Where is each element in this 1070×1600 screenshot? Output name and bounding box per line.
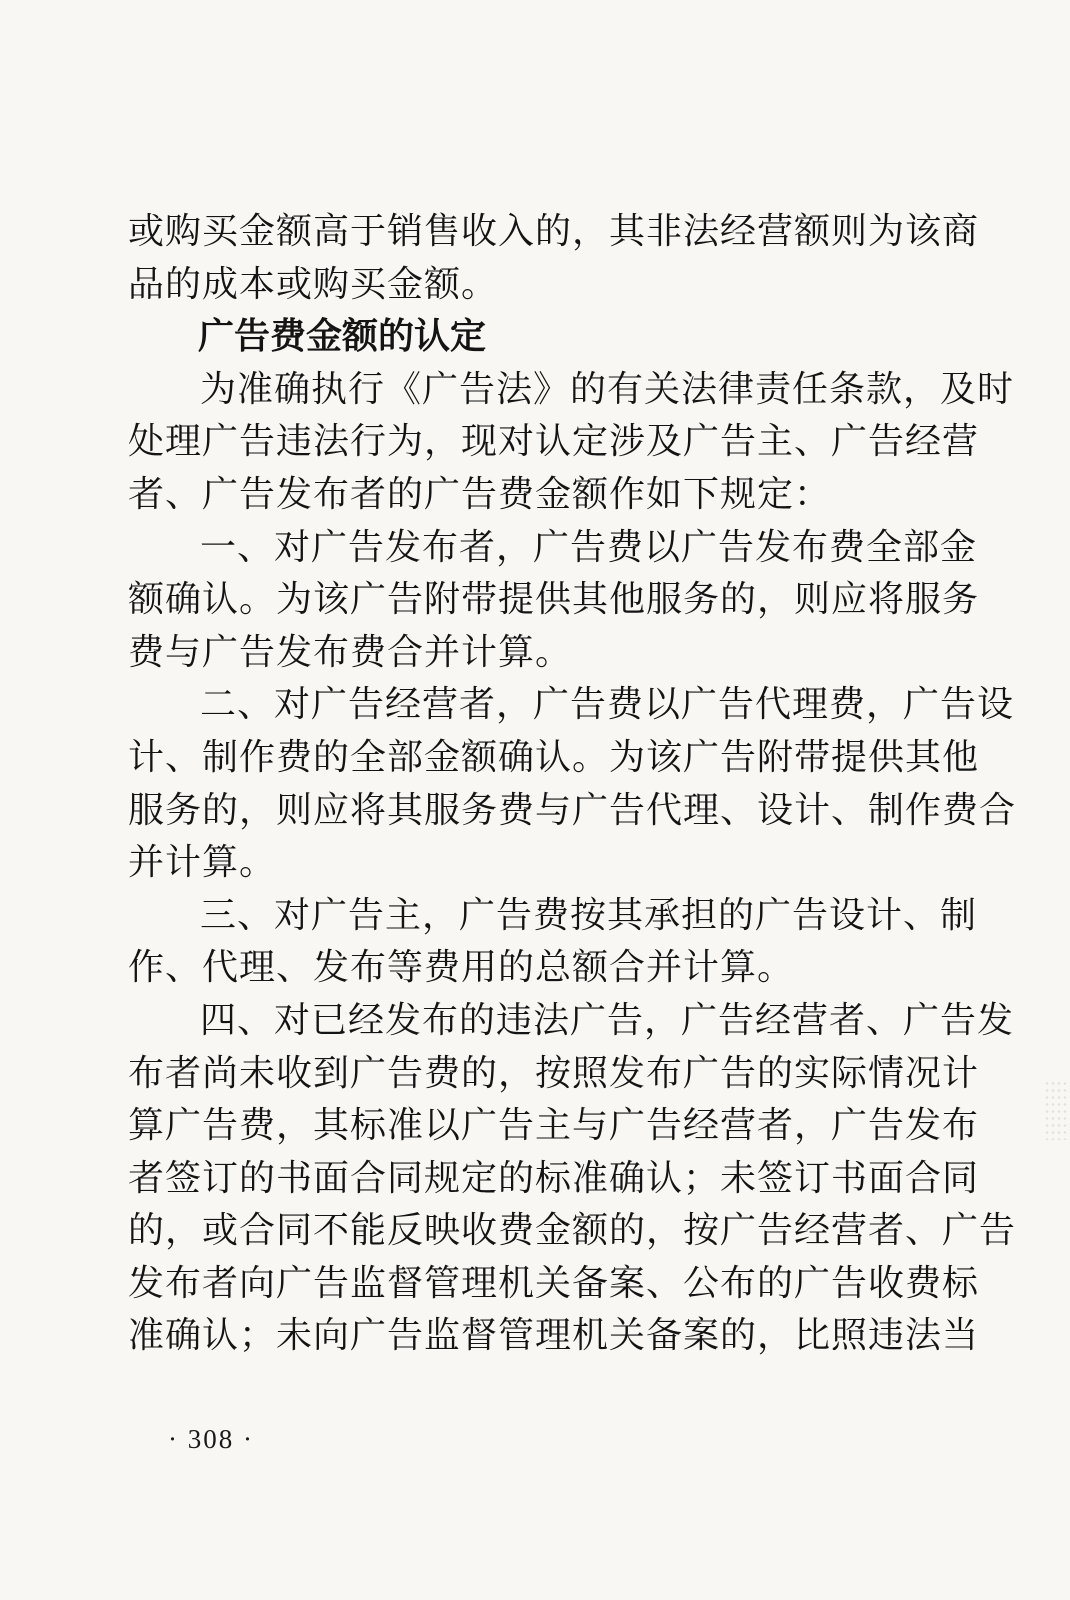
body-text — [128, 206, 1017, 1363]
text-line: 并计算。 — [128, 842, 277, 884]
text-line: 服务的，则应将其服务费与广告代理、设计、制作费合 — [128, 789, 1017, 831]
text-line: 布者尚未收到广告费的，按照发布广告的实际情况计 — [128, 1052, 980, 1094]
text-line: 额确认。为该广告附带提供其他服务的，则应将服务 — [128, 579, 980, 621]
text-line: 三、对广告主，广告费按其承担的广告设计、制 — [200, 894, 978, 936]
text-line: 品的成本或购买金额。 — [128, 263, 499, 305]
text-line: 四、对已经发布的违法广告，广告经营者、广告发 — [200, 999, 1015, 1041]
text-line: 一、对广告发布者，广告费以广告发布费全部金 — [200, 526, 978, 568]
text-line: 作、代理、发布等费用的总额合并计算。 — [128, 947, 795, 989]
section-heading: 广告费金额的认定 — [198, 316, 487, 358]
text-line: 处理广告违法行为，现对认定涉及广告主、广告经营 — [128, 421, 980, 463]
text-line: 的，或合同不能反映收费金额的，按广告经营者、广告 — [128, 1210, 1017, 1252]
text-line: 者、广告发布者的广告费金额作如下规定： — [128, 473, 832, 515]
scan-speckle — [1044, 1080, 1070, 1140]
text-line: 费与广告发布费合并计算。 — [128, 631, 573, 673]
text-line: 算广告费，其标准以广告主与广告经营者，广告发布 — [128, 1105, 980, 1147]
text-line: 二、对广告经营者，广告费以广告代理费，广告设 — [200, 684, 1015, 726]
page-number: · 308 · — [168, 1424, 254, 1454]
text-line: 准确认；未向广告监督管理机关备案的，比照违法当 — [128, 1315, 980, 1357]
text-line: 者签订的书面合同规定的标准确认；未签订书面合同 — [128, 1157, 980, 1199]
text-line: 为准确执行《广告法》的有关法律责任条款，及时 — [200, 368, 1015, 410]
text-line: 或购买金额高于销售收入的，其非法经营额则为该商 — [128, 211, 980, 252]
text-line: 发布者向广告监督管理机关备案、公布的广告收费标 — [128, 1262, 980, 1304]
text-line: 计、制作费的全部金额确认。为该广告附带提供其他 — [128, 736, 980, 778]
